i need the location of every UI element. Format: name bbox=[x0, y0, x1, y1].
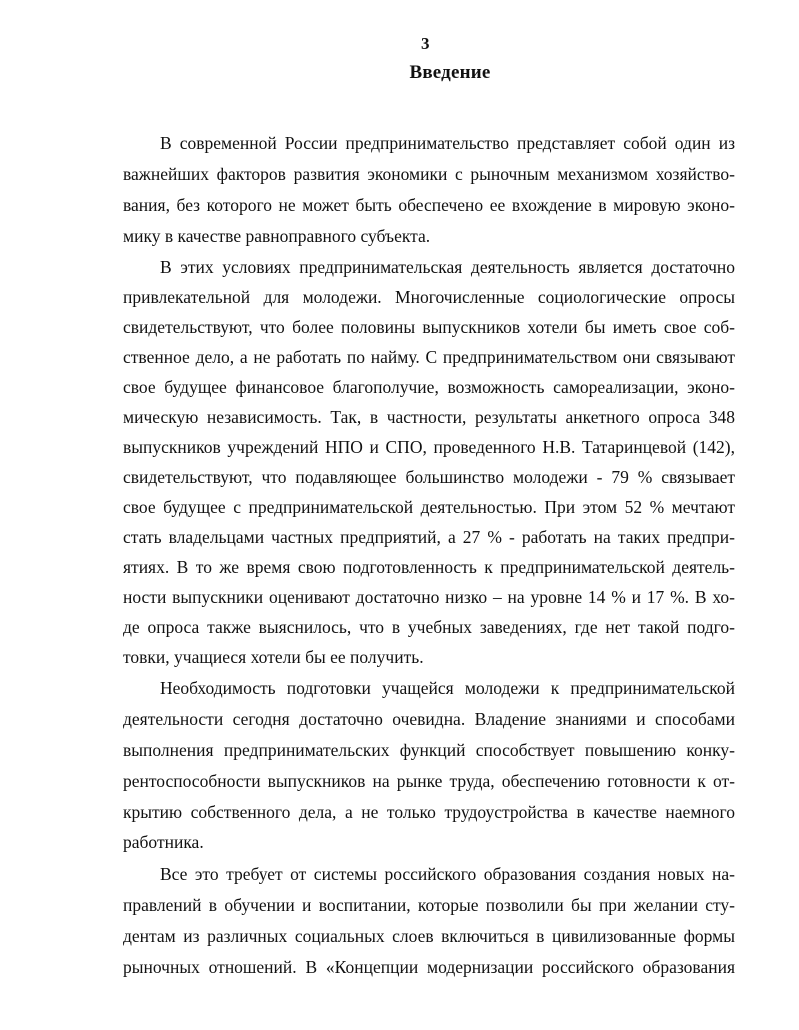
text-line: ности выпускники оценивают достаточно низко – на уровне 14 % и 17 %. В хо- bbox=[123, 587, 735, 607]
text-line: де опроса также выяснилось, что в учебных заведениях, где нет такой подго- bbox=[123, 617, 735, 637]
page-number: 3 bbox=[421, 34, 430, 53]
text-line: Необходимость подготовки учащейся молодежи к предпринимательской bbox=[160, 678, 735, 698]
text-line: мику в качестве равноправного субъекта. bbox=[123, 226, 431, 246]
text-line: В этих условиях предпринимательская деятельность является достаточно bbox=[160, 257, 735, 277]
text-line: вания, без которого не может быть обеспечено ее вхождение в мировую эконо- bbox=[123, 195, 735, 215]
text-line: рентоспособности выпускников на рынке труда, обеспечению готовности к от- bbox=[123, 771, 735, 791]
text-line: привлекательной для молодежи. Многочисленные социологические опросы bbox=[123, 287, 735, 307]
text-line: работника. bbox=[123, 832, 204, 852]
text-line: свое будущее с предпринимательской деятельностью. При этом 52 % мечтают bbox=[123, 497, 735, 517]
text-line: ятиях. В то же время свою подготовленность к предпринимательской деятель- bbox=[123, 557, 735, 577]
text-line: мическую независимость. Так, в частности, результаты анкетного опроса 348 bbox=[123, 407, 735, 427]
text-line: В современной России предпринимательство представляет собой один из bbox=[160, 133, 735, 153]
text-line: дентам из различных социальных слоев включиться в цивилизованные формы bbox=[123, 926, 735, 946]
section-heading: Введение bbox=[409, 62, 491, 83]
text-line: свое будущее финансовое благополучие, возможность самореализации, эконо- bbox=[123, 377, 735, 397]
text-line: рыночных отношений. В «Концепции модернизации российского образования bbox=[123, 957, 735, 977]
text-line: правлений в обучении и воспитании, которые позволили бы при желании сту- bbox=[123, 895, 735, 915]
text-line: стать владельцами частных предприятий, а 27 % - работать на таких предпри- bbox=[123, 527, 735, 547]
text-line: крытию собственного дела, а не только трудоустройства в качестве наемного bbox=[123, 802, 735, 822]
text-line: ственное дело, а не работать по найму. С предпринимательством они связывают bbox=[123, 347, 735, 367]
text-line: товки, учащиеся хотели бы ее получить. bbox=[123, 647, 424, 667]
text-line: Все это требует от системы российского образования создания новых на- bbox=[160, 864, 735, 884]
text-line: свидетельствуют, что подавляющее большинство молодежи - 79 % связывает bbox=[123, 467, 735, 487]
text-line: деятельности сегодня достаточно очевидна. Владение знаниями и способами bbox=[123, 709, 735, 729]
text-line: выпускников учреждений НПО и СПО, проведенного Н.В. Татаринцевой (142), bbox=[123, 437, 735, 457]
text-line: свидетельствуют, что более половины выпускников хотели бы иметь свое соб- bbox=[123, 317, 735, 337]
text-line: важнейших факторов развития экономики с рыночным механизмом хозяйство- bbox=[123, 164, 735, 184]
text-line: выполнения предпринимательских функций способствует повышению конку- bbox=[123, 740, 735, 760]
